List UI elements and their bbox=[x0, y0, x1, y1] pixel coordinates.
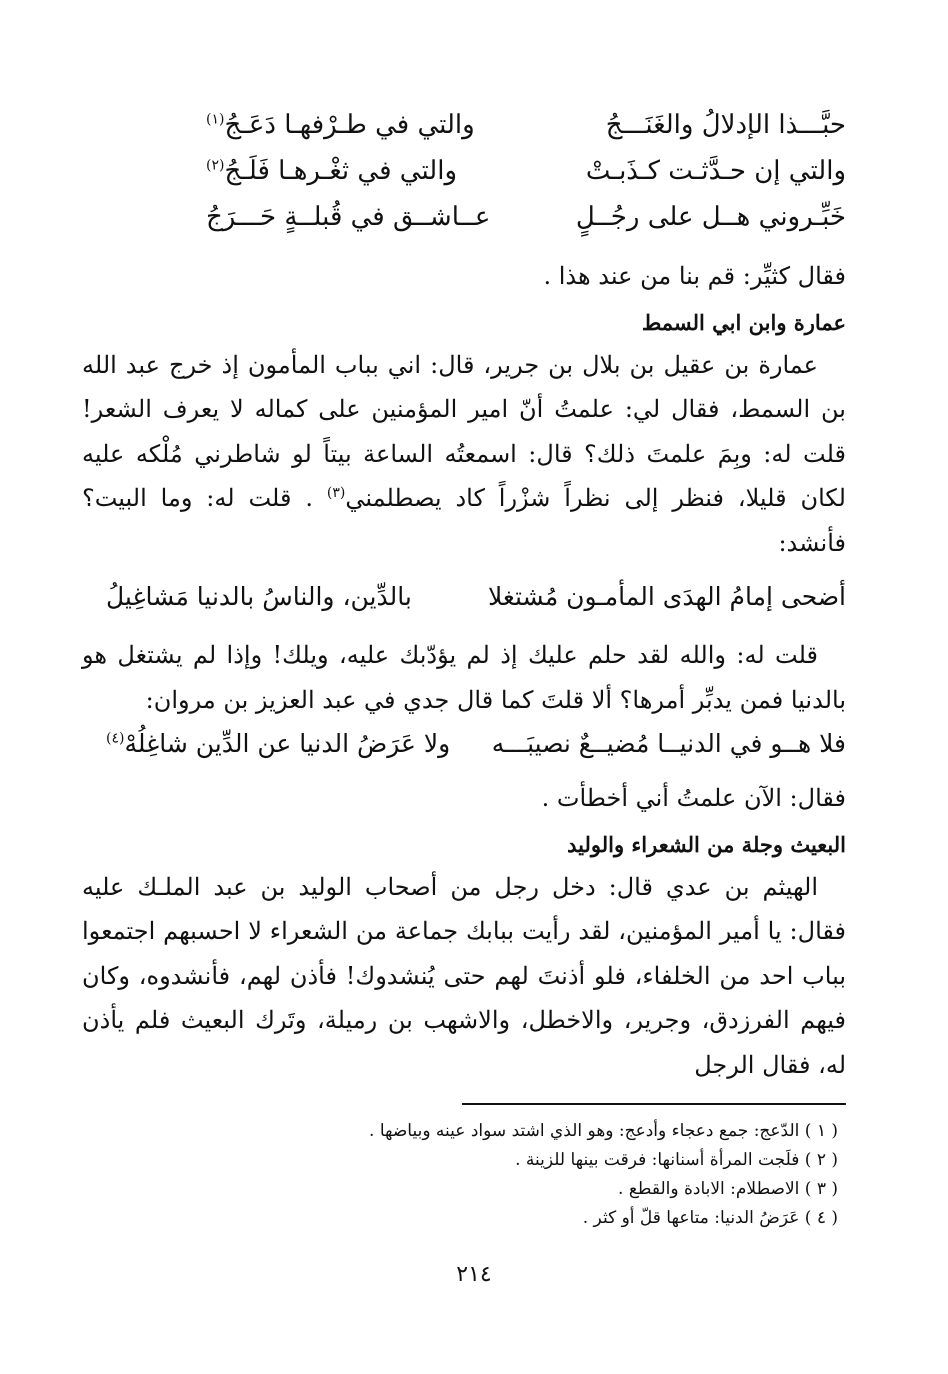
footnote-marker: (٣) bbox=[326, 485, 346, 501]
section-heading-baith: البعيث وجلة من الشعراء والوليد bbox=[567, 831, 846, 857]
verse-text: والتي في طـرْفهـا دَعَـجُ bbox=[224, 110, 475, 140]
verse-mamun bbox=[106, 575, 846, 619]
section-heading-umara: عمارة وابن ابي السمط bbox=[641, 309, 846, 335]
verse-line bbox=[206, 102, 846, 148]
paragraph-text: عمارة بن عقيل بن بلال بن جرير، قال: اني بباب المأمون إذ خرج عبد الله بن السمط، فقال لي: علمتُ أنّ امير المؤمنين على كماله لا يعرف الشعر! قلت له: وبِمَ علمتَ ذلك؟ قال: اسمعتُه الساعة بيتاً لو شاطرني مُلْكه عليه لكان قليلا، فنظر إلى نظراً شزْراً كاد يصطلمني bbox=[82, 350, 846, 512]
verse-first-hemistich: حبَّـــذا الإدلالُ والغَنَـــجُ bbox=[605, 110, 846, 140]
verse-second-hemistich bbox=[106, 722, 450, 766]
footnote-marker: (١) bbox=[206, 111, 225, 128]
paragraph-text: . قلت له: وما البيت؟ فأنشد: bbox=[82, 484, 846, 557]
verse-text: ولا عَرَضُ الدنيا عن الدِّين شاغِلُهْ bbox=[124, 729, 451, 758]
verse-second-hemistich bbox=[206, 148, 457, 194]
verse-first-hemistich: أضحى إمامُ الهدَى المأمـون مُشتغلا bbox=[488, 582, 846, 611]
paragraph-reply: قلت له: والله لقد حلم عليك إذ لم يؤدّبك عليه، ويلك! وإذا لم يشتغل هو بالدنيا فمن يدبِّر أمرها؟ ألا قلتَ كما قال جدي في عبد العزيز بن مروان: bbox=[82, 641, 846, 714]
kuthayyir-line: فقال كثيِّر: قم بنا من عند هذا . bbox=[543, 262, 846, 290]
footnote-marker: (٤) bbox=[106, 730, 125, 747]
footnote-marker: (٢) bbox=[206, 157, 225, 174]
verse-first-hemistich: خَبِّـروني هــل على رجُــلٍ bbox=[575, 202, 846, 232]
footnote-3: ( ٣ ) الاصطلام: الابادة والقطع . bbox=[618, 1179, 838, 1199]
poem-top bbox=[82, 102, 846, 240]
footnote-4: ( ٤ ) عَرَضُ الدنيا: متاعها قلّ أو كثر . bbox=[582, 1208, 838, 1228]
verse-first-hemistich: والتي إن حـدَّثـت كـذَبـتْ bbox=[585, 156, 846, 186]
verse-second-hemistich: بالدِّين، والناسُ بالدنيا مَشاغِيلُ bbox=[106, 582, 412, 611]
verse-first-hemistich: فلا هــو في الدنيــا مُضيــعٌ نصيبَـــه bbox=[491, 729, 846, 758]
footnote-divider bbox=[462, 1103, 846, 1105]
paragraph-haytham: الهيثم بن عدي قال: دخل رجل من أصحاب الوليد بن عبد الملـك عليه فقال: يا أمير المؤمنين، لقد رأيت ببابك جماعة من الشعراء لا احسبهم اجتمعوا بباب احد من الخلفاء، فلو أذنتَ لهم حتى يُنشدوك! فأذن لهم، فأنشدوه، وكان فيهم الفرزدق، وجرير، والاخطل، والاشهب بن رميلة، وتَرك البعيث فلم يأذن له، فقال الرجل bbox=[82, 872, 846, 1079]
book-page bbox=[82, 96, 846, 1316]
paragraph-umara bbox=[82, 343, 846, 566]
verse-line bbox=[206, 148, 846, 194]
verse-text: والتي في ثغْـرهـا فَلَـجُ bbox=[224, 156, 458, 186]
page-number: ٢١٤ bbox=[456, 1262, 492, 1287]
admission-line: فقال: الآن علمتُ أني أخطأت . bbox=[541, 784, 846, 812]
footnotes bbox=[82, 1117, 846, 1233]
verse-grandfather bbox=[106, 722, 846, 766]
verse-second-hemistich bbox=[206, 102, 475, 148]
verse-second-hemistich: عــاشــق في قُبلــةٍ حَـــرَجُ bbox=[206, 202, 491, 232]
footnote-1: ( ١ ) الدّعج: جمع دعجاء وأدعج: وهو الذي اشتد سواد عينه وبياضها . bbox=[369, 1121, 838, 1141]
verse-line bbox=[206, 194, 846, 240]
footnote-2: ( ٢ ) فلَجت المرأة أسنانها: فرقت بينها للزينة . bbox=[515, 1150, 838, 1170]
